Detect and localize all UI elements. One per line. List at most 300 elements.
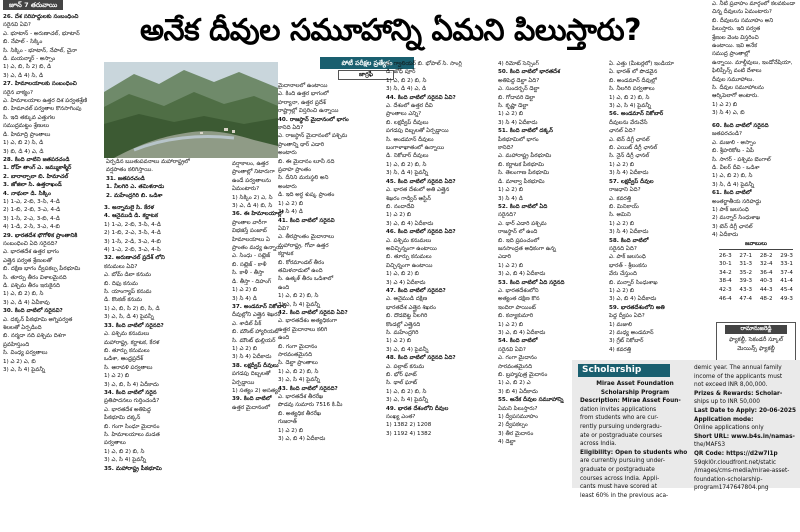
text-line: 3) ఎ, బి 4) ఏదీకాదు xyxy=(498,271,546,278)
text-line: 30. కింది వాటిలో సరైనవి? xyxy=(3,308,63,315)
text-line: రాజస్థాన్ లో ఉంది xyxy=(498,229,538,236)
text-line: 3) ఎ, సి, డి 4) పైవన్నీ xyxy=(104,314,154,321)
text-line: 3) ఎ, డి 4) ఏవీకావు xyxy=(3,299,50,306)
text-line: ఎ. సుందర్బన్ డెల్టా xyxy=(498,86,540,93)
author-line-1: ఫ్యాకల్టీ, సెకండరీ స్కూల్ xyxy=(729,337,783,343)
text-line: 27. హిమాలయాలకు సంబంధించి xyxy=(3,81,77,88)
text-line: 3) సి 4) డి xyxy=(498,195,523,202)
text-line: డి. మయన్మార్ - అస్సాం xyxy=(3,56,56,63)
text-line: 3) సి, డి 4) పైవన్నీ xyxy=(386,170,429,177)
text-line: 3) గ్రేట్ నికోబార్ xyxy=(609,338,644,345)
text-line: ఎ. గంగా మైదానం xyxy=(498,355,537,362)
answer-key-cell: 44-3 xyxy=(759,286,773,293)
text-line: ఏర్పడిన ఋతుపవనాలు మహారాష్ట్రలో xyxy=(106,159,190,165)
text-line: కానిది? xyxy=(498,145,514,152)
text-line: 43. కింది వాటిలో సరైనది? xyxy=(278,385,338,392)
text-line: వర్షపాతం కలిగిస్తాయి. xyxy=(106,167,154,174)
author-line-2: మెయిన్స్ ఫ్యాకల్టీ xyxy=(737,346,775,352)
text-line: ఏమంటారు? xyxy=(232,186,260,193)
text-line: డి. పశ్చిమ తీరం ఇరుకైనది xyxy=(3,283,61,289)
text-line: 60. కింది వాటిలో సరైనది xyxy=(712,123,769,129)
text-line: 44. కింది వాటిలో సరైనవి ఏవి? xyxy=(386,94,456,101)
text-line: బి. అండమాన్ దీవుల్లో xyxy=(609,77,657,84)
text-line: ఏ. భారత్ లో పొడవైన xyxy=(609,69,658,76)
answer-key xyxy=(719,240,793,303)
text-line: 3) ఎ, బి 4) పైవన్నీ xyxy=(386,346,429,353)
text-line: బి. హిమాచల్ పర్వతాల కొనసాగింపు xyxy=(3,106,82,113)
text-line: పెద్ద ద్వీపం ఏది? xyxy=(609,313,645,320)
text-line: 3) సి 4) ఏదీకాదు xyxy=(498,119,538,126)
text-line: 2) 1-బి, 2-బి, 3-ఎ, 4-డి xyxy=(3,207,61,214)
scholarship-left-text xyxy=(580,397,690,500)
text-line: 3) సి 4) ఏదీకాదు xyxy=(609,170,649,177)
text-line: ఎ. సింధు - సట్లెజ్ xyxy=(232,253,271,260)
text-line: 3) ఎ, బి 4) ఏదీకాదు xyxy=(278,436,326,443)
text-line: 1) ఎ 2) బి xyxy=(232,345,258,352)
text-line: సి. ఆరావళి పర్వతాలు xyxy=(104,364,153,371)
text-line: 36. ఈ హిమాలయాల్లో xyxy=(232,211,284,218)
text-line: ఎ. శాడిల్ పీక్ xyxy=(232,320,262,327)
text-line: Eligibility: Open to students who xyxy=(580,449,688,456)
text-line: శిఖరం గాడ్విన్ ఆస్టిన్ xyxy=(386,195,431,202)
answer-key-cell: 45-4 xyxy=(780,286,793,293)
text-line: 32. అరుణాచల్ ప్రదేశ్ లోని xyxy=(104,255,165,262)
text-line: బంగాళాఖాతంలో ఉన్నాయి xyxy=(386,145,445,152)
text-line: సి. సాగర్ - పశ్చిమ బెంగాల్ xyxy=(712,156,771,163)
text-line: సంబంధించి ఏది సరైనది? xyxy=(3,240,58,247)
text-line: 1) ఎ 2) బి xyxy=(712,101,738,108)
text-line: బి. శ్రీహరికోట - ఏపీ xyxy=(712,148,755,155)
text-line: సముద్రమట్టం శ్రేణులు xyxy=(3,123,50,130)
text-line: రాజధాని ఏది? xyxy=(609,187,641,194)
text-line: గుజరాత్ xyxy=(278,419,297,426)
text-line: విభజిస్తే పంజాబ్ xyxy=(232,228,267,235)
text-line: 4) 1-డి, 2-సి, 3-ఎ, 4-బి xyxy=(3,224,60,231)
text-line: 38. లక్షద్వీప్ దీవులు xyxy=(232,362,279,369)
text-line: ప్రాంతాల వారీగా xyxy=(232,219,267,226)
text-line: 3) 1-సి, 2-ఎ, 3-బి, 4-డి xyxy=(3,215,60,222)
text-line: కొండల్లో ఎత్తైనది xyxy=(386,321,421,328)
text-line: ఎ. ఆనైముడి దక్షిణ xyxy=(386,296,428,303)
scholarship-box xyxy=(572,360,800,499)
text-line: 4) 1-ఎ, 2-బి, 3-ఎ, 4-సి xyxy=(104,247,161,254)
text-line: 1) సిక్కిం 2) ఎ, సి xyxy=(232,194,273,201)
text-line: 48. కింది వాటిలో సరైనది ఏది? xyxy=(386,355,456,362)
text-line: 1) సత్యం 2) అసత్యం xyxy=(232,387,281,394)
text-line: 1) ఎ 2) బి xyxy=(609,220,635,227)
text-line: 51. కింది వాటిలో దక్కన్ xyxy=(498,128,553,135)
text-line: సి. అమిని xyxy=(609,212,631,219)
column-7b xyxy=(712,122,800,240)
text-line: 4) రిమోట్ సెన్సింగ్ xyxy=(498,61,539,67)
text-line: డి. ఇది అర్ధ శుష్క ప్రాంతం xyxy=(278,192,335,199)
text-line: 3) బి 4) ఏదీకాదు xyxy=(498,388,538,395)
text-line: చిన్న దీవులను ఏమంటారు? xyxy=(712,9,772,16)
text-line: దీవుల్లోని ఎత్తైన శిఖరం xyxy=(232,312,281,319)
text-line: సముద్ర ప్రాంతాల్లో xyxy=(712,51,750,58)
text-line: 2) మన్నార్ సింధుశాఖ xyxy=(712,215,761,222)
text-line: ఏవి? xyxy=(278,225,289,232)
text-line: పగడపు దిబ్బలతో xyxy=(232,371,271,378)
text-line: పీఠభూమి దక్కన్ xyxy=(104,415,141,422)
text-line: 56. అండమాన్ నికోబార్ xyxy=(609,111,664,118)
text-line: 31. జతపరచండి xyxy=(106,175,145,182)
scholarship-heading: Scholarship xyxy=(578,364,670,377)
text-line: వేరు చేస్తుంది xyxy=(609,271,637,278)
text-line: 1) ఎ, బి, సి 2) బి, సి, డి xyxy=(104,305,160,312)
text-line: 1) ఎ 2) బి xyxy=(104,373,130,380)
text-line: not exceed INR 8,00,000. xyxy=(694,382,768,389)
text-line: బి. అత్యధిక తీరరేఖ xyxy=(278,410,322,417)
text-line: బి. ఎయిట్ డిగ్రీ ఛానల్ xyxy=(609,145,658,152)
text-line: rently pursuing undergradu- xyxy=(580,423,662,430)
text-line: 1) ఎ, బి 2) బి, సి xyxy=(712,173,753,180)
text-line: 3) టెన్ డిగ్రీ ఛానల్ xyxy=(712,223,753,230)
answer-key-cell: 29-3 xyxy=(780,252,793,259)
text-line: 1) 1-ఎ, 2-బి, 3-సి, 4-డి xyxy=(3,198,60,205)
text-line: the/MAFS3 xyxy=(694,442,726,449)
answer-key-rows xyxy=(719,252,793,304)
text-line: సి. నీలగిరి పర్వతాలు xyxy=(609,86,655,93)
text-line: సి. కృష్ణా డెల్టా xyxy=(498,103,529,110)
text-line: 55. అనేక దీవుల సమూహాన్ని xyxy=(498,397,564,404)
text-line: 59. భారతదేశంలోని అతి xyxy=(609,304,665,311)
text-line: సి. దీవుల సమూహాలను xyxy=(712,85,764,92)
text-line: 1) ఎ, బి, సి 2) బి, డి xyxy=(3,64,52,71)
text-line: 1. నీలగిరి ఎ. తమిళనాడు xyxy=(106,184,165,191)
text-line: 53. కింది వాటిలో ఏది సరైనది xyxy=(498,279,565,286)
text-line: are currently pursuing under- xyxy=(580,458,665,465)
text-line: 3) బి, డి 4) ఎ, డి xyxy=(3,148,44,155)
text-line: సారవంతమైనది xyxy=(278,352,313,358)
text-line: 3) సి 4) డి xyxy=(232,295,257,302)
answer-key-row xyxy=(719,286,793,295)
text-line: 37. అండమాన్ నికోబార్ xyxy=(232,303,287,310)
text-line: 1) ఎ, బి 2) బి, సి xyxy=(3,291,44,298)
text-line: ఎ. దక్కన్ పీఠభూమి అగ్నిపర్వత xyxy=(3,316,73,323)
text-line: 3) ఎ, బి 4) ఏదీకాదు xyxy=(498,330,546,336)
text-line: 3) ఎ, డి 4) సి, డి xyxy=(3,72,44,79)
text-line: 61. కింది వాటిలో xyxy=(712,190,752,197)
text-line: కనుమలు ఏవి? xyxy=(104,263,138,270)
text-line: 3) 1-సి, 2-డి, 3-ఎ, 4-బి xyxy=(104,238,161,245)
text-line: 3) ఎ, బి 4) ఏదీకాదు xyxy=(386,220,434,227)
text-line: 3) ఎ, సి 4) పైవన్నీ xyxy=(278,301,321,308)
answer-key-cell: 43-3 xyxy=(739,286,753,293)
text-line: 3) ఎ 4) ఏదీకాదు xyxy=(386,279,426,286)
text-line: సి. నైన్ డిగ్రీ ఛానల్ xyxy=(609,153,650,160)
text-line: 3) ఎ, సి 4) పైవన్నీ xyxy=(278,377,321,384)
text-line: బి. కన్యాకుమారి xyxy=(498,313,534,320)
column-3 xyxy=(278,82,382,488)
text-line: సి. వింధ్య పర్వతాలు xyxy=(3,350,48,357)
text-line: 4) కవరత్తి xyxy=(609,346,632,353)
text-line: ప్రాంతాన్ని థార్ ఎడారి xyxy=(278,141,325,148)
text-line: ఉంది xyxy=(278,284,290,291)
text-line: సి. తెలంగాణ పీఠభూమి xyxy=(498,170,550,177)
text-line: ఉన్నాయి. మాల్దీవులు, ఇండోనేషియా, xyxy=(712,59,793,66)
text-line: బి. మౌంట్ హ్యారియట్ xyxy=(232,329,279,336)
text-line: రాష్ట్రాల్లో విస్తరించి ఉన్నాయి xyxy=(278,108,339,115)
answer-key-cell: 37-4 xyxy=(780,269,793,276)
text-line: సరైనవి ఏవి? xyxy=(3,22,31,29)
text-line: graduate or postgraduate xyxy=(580,466,655,473)
author-box xyxy=(716,322,796,362)
text-line: డి. జోధ్ పూర్ xyxy=(386,69,416,76)
answer-key-cell: 26-3 xyxy=(719,252,732,259)
text-line: 1) ఎ 2) ఎ, బి xyxy=(3,358,36,365)
text-line: 34. కింది వాటిలో సరైన xyxy=(104,389,157,396)
text-line: బి. దిఫు కనుమ xyxy=(104,280,138,287)
scholarship-title-1: Mirae Asset Foundation xyxy=(596,381,674,387)
text-line: సి. తూర్పు తీరం విశాలమైనది xyxy=(3,274,67,281)
answer-key-row xyxy=(719,277,793,286)
text-line: బి. నేపాల్ - సిక్కిం xyxy=(3,39,43,46)
text-line: program1747647804.png xyxy=(694,485,769,492)
text-line: ఇందిరా పాయింట్ xyxy=(498,304,536,311)
text-line: సరైనవి ఏవి? xyxy=(498,346,526,353)
text-line: 4. ఆనైముడి డి. కర్ణాటక xyxy=(104,213,158,220)
text-line: ships up to INR 50,000 xyxy=(694,399,760,406)
text-line: 1) మజులి xyxy=(609,321,632,328)
text-line: ఛానల్ ఏది? xyxy=(609,128,636,135)
scholarship-right xyxy=(694,364,798,493)
text-line: 45. కింది వాటిలో సరైనది ఏది? xyxy=(386,178,456,185)
text-line: ఎ. బోమ్ డిలా కనుమ xyxy=(104,272,152,279)
text-line: అంతర్జాతీయ సరిహద్దు xyxy=(712,198,762,205)
text-line: బి. ఇది ప్రపంచంలో xyxy=(498,237,540,244)
text-line: ఎ. రాజస్థాన్ మైదానంలో పశ్చిమ xyxy=(278,133,348,140)
text-line: సరైనది? xyxy=(498,212,517,219)
text-line: /images/cms-media/mirae-asset- xyxy=(694,468,790,475)
text-line: బి. నందాదేవి xyxy=(386,203,415,210)
text-line: ఎ. థార్ ఎడారి పశ్చిమ xyxy=(498,220,547,227)
text-line: డి. తీస్తా - దిహంగ్ xyxy=(232,278,272,285)
text-line: 1) ఎ 2) బి xyxy=(498,262,524,269)
text-line: ఉత్తర మైదానాలు కలిగి xyxy=(278,326,328,333)
text-line: డి. కొంకణ్ కనుమ xyxy=(104,297,143,304)
text-line: 1) ఎ 2) బి xyxy=(498,187,524,194)
text-line: QR Code: https://d2w7l1p xyxy=(694,450,778,457)
text-line: 1) పాక్ జలసంధి xyxy=(712,207,749,214)
text-line: 46. కింది వాటిలో సరైనది ఏది? xyxy=(386,229,456,236)
text-line: 1) ఎ, బి 2) బి, సి xyxy=(609,94,650,101)
text-line: 4) డెల్టా xyxy=(498,439,516,446)
text-line: ఎ. మహారాష్ట్ర పీఠభూమి xyxy=(498,153,552,160)
text-line: సి. డెల్టా ప్రాంతాలు xyxy=(278,360,318,367)
answer-key-cell: 48-2 xyxy=(759,295,773,302)
text-line: 3) సి 4) ఏదీకాదు xyxy=(232,354,272,361)
text-line: 28. కింది వాటిని జతపరచండి xyxy=(3,156,70,163)
text-line: సరైనది ఏది? xyxy=(609,245,637,252)
text-line: foundation-scholarship- xyxy=(694,476,763,483)
text-line: ప్రాంతాల్లో నిటారుగా xyxy=(232,169,275,176)
text-line: demic year. The annual family xyxy=(694,365,782,371)
text-line: దీవులను వేరుచేసే xyxy=(609,119,648,126)
text-line: సి. థాల్ ఘాట్ xyxy=(386,380,418,387)
text-line: 3) తీర మైదానం xyxy=(498,430,534,437)
text-line: డి. మాల్వా పీఠభూమి xyxy=(498,178,545,185)
text-line: 1) ఎ, బి 2) బి, సి xyxy=(386,161,427,168)
scholarship-left xyxy=(580,380,690,500)
text-line: 1) ఎ 2) బి xyxy=(609,161,635,168)
text-line: 3) సి 4) డి xyxy=(278,209,303,216)
text-line: ఎ. దేశంలో ఉత్తర దీవి xyxy=(386,103,433,110)
text-line: ఎ. భారతదేశ అతిపెద్ద xyxy=(104,406,151,413)
text-line: 3) ఎ, సి 4) పైవన్నీ xyxy=(3,367,46,374)
text-line: అంటారు xyxy=(278,183,297,190)
text-line: బి. ఈ మైదానం లూనీ నది xyxy=(278,158,335,165)
text-line: సి. దీనిని మరుస్థలి అని xyxy=(278,175,329,182)
text-line: బి. కర్ణాటక పీఠభూమి xyxy=(498,161,545,168)
answer-key-cell: 39-3 xyxy=(739,278,753,285)
text-line: ఎ. గ్వాలియర్ బి. భోపాల్ సి. సాంగ్లి xyxy=(386,61,462,67)
text-line: 1) ఎ 2) బి xyxy=(498,111,524,118)
text-line: 58. కింది వాటిలో xyxy=(609,237,649,244)
text-line: 29. భారతదేశ భౌగోళిక ప్రాంతానికి xyxy=(3,232,78,239)
answer-key-cell: 36-4 xyxy=(759,269,773,276)
text-line: 1) ఎ, బి 2) సి, డి xyxy=(3,140,44,147)
text-line: మహారాష్ట్ర, గోవా ఉత్తర xyxy=(278,242,329,249)
text-line: అవిచ్ఛిన్నంగా ఉంటాయి xyxy=(386,245,437,252)
landscape-image xyxy=(104,62,278,158)
column-4 xyxy=(386,60,496,488)
text-line: భారత్ - శ్రీలంకను xyxy=(609,262,647,269)
answer-key-title: జవాబులు xyxy=(719,240,793,250)
continuation-tag: జూన్ 7 తరువాయి xyxy=(3,0,63,10)
text-line: కానిది ఏది? xyxy=(278,125,304,132)
text-line: Last Date to Apply: 20-06-2025 xyxy=(694,407,797,414)
text-line: బి. సట్లెజ్ - కాళీ xyxy=(232,261,267,268)
text-line: పీఠభూమిలో భాగం xyxy=(498,136,539,143)
text-line: 47. కింది వాటిలో సరైనది? xyxy=(386,287,446,294)
text-line: బి. దీవులను సమూహం అని xyxy=(712,17,774,24)
text-line: 1) 1-ఎ, 2-బి, 3-సి, 4-డి xyxy=(104,221,161,228)
text-line: 3) ఎ, బి 4) ఏదీకాదు xyxy=(609,296,657,303)
text-line: 3) ఎ, సి 4) పైవన్నీ xyxy=(104,457,147,464)
answer-key-cell: 47-4 xyxy=(739,295,753,302)
text-line: జనసాంద్రత అధికంగా ఉన్న xyxy=(498,245,556,252)
answer-key-cell: 40-3 xyxy=(759,278,773,285)
column-2 xyxy=(104,204,224,532)
text-line: బి. దక్షిణ భాగం ద్వీపకల్ప పీఠభూమి xyxy=(3,266,81,273)
text-line: అత్యంత దక్షిణ కొన xyxy=(498,296,540,303)
text-line: తమిళనాడులో ఉంది xyxy=(278,267,323,274)
page-headline: అనేక దీవుల సమూహాన్ని ఏమని పిలుస్తారు? xyxy=(139,13,642,48)
text-line: ఎ. కవరత్తి xyxy=(609,195,632,202)
text-line: ఎ. హిమాలయాల ఉత్తర దిశ పర్వతశ్రేణి xyxy=(3,98,88,105)
column-1 xyxy=(3,13,103,488)
text-line: 1) ఎ 2) బి xyxy=(278,427,304,434)
text-line: 2. మహేంద్రగిరి బి. ఒడిశా xyxy=(106,192,163,199)
text-line: 4. నాథులా డి. సిక్కిం xyxy=(3,190,51,197)
text-line: dation invites applications xyxy=(580,406,657,413)
text-line: డి. వీలర్ దీవి - ఒడిశా xyxy=(712,165,760,172)
text-line: సి. అండమాన్ దీవులు xyxy=(386,136,434,143)
text-line: 3) సి 4) ఏదీకాదు xyxy=(609,229,649,236)
text-line: 3) ఎ, సి 4) పైవన్నీ xyxy=(609,103,652,110)
text-line: 1) ఎ 2) బి xyxy=(232,287,258,294)
text-line: ఎ. భారతదేశం అత్యధికంగా xyxy=(278,318,338,325)
text-line: ఉత్తర మైదానంలో xyxy=(232,404,270,411)
text-line: ఫిలిప్పీన్స్ వంటి దేశాలు xyxy=(712,68,762,75)
text-line: 54. కింది వాటిలో xyxy=(498,338,538,345)
text-line: ఎ. భారతదేశ ఉత్తర భాగం xyxy=(3,249,60,256)
text-line: డి. హిమాద్రి ప్రాంతాలు xyxy=(3,131,51,138)
text-line: ఎ. భూటాన్ - అరుణాచల్, భూటాన్ xyxy=(3,30,80,37)
text-line: బి. గంగా సింధూ మైదానం xyxy=(104,423,160,430)
text-line: సరైన వాక్యం? xyxy=(3,89,33,96)
column-6 xyxy=(609,60,707,360)
text-line: ఉండే పర్వతాలను xyxy=(232,177,272,184)
text-line: least 60% in the previous aca- xyxy=(580,492,669,499)
text-line: Short URL: www.b4s.in/namas- xyxy=(694,433,795,440)
text-line: బి. గోదావరి డెల్టా xyxy=(498,94,536,101)
text-line: 1) ఎ, బి 2) ఎ xyxy=(498,380,531,387)
answer-key-row xyxy=(719,252,793,261)
answer-key-cell: 28-2 xyxy=(759,252,773,259)
text-line: మైదానాలలో ఉంటాయి xyxy=(278,83,328,89)
answer-key-cell: 46-4 xyxy=(719,295,732,302)
text-line: జతపరచండి? xyxy=(712,131,742,138)
answer-key-cell: 33-1 xyxy=(780,261,793,268)
text-line: సి. ఇది తక్కువ ఎత్తుగల xyxy=(3,114,56,121)
text-line: పర్వతాలు xyxy=(104,440,126,447)
text-line: 3. జోజిలా సి. ఉత్తరాఖండ్ xyxy=(3,182,62,189)
text-line: 33. కింది వాటిలో సరైనది? xyxy=(104,322,164,329)
section-banner: పోటీ పరీక్షల ప్రత్యేకం xyxy=(320,57,414,69)
answer-key-cell: 27-1 xyxy=(739,252,753,259)
text-line: హిమాలయాలు ఏ xyxy=(232,236,270,243)
text-line: దీవుల సమూహాలు. xyxy=(712,76,755,83)
text-line: Application mode: xyxy=(694,416,754,423)
text-line: ప్రవాహ ప్రాంతం xyxy=(278,167,311,174)
text-line: 1) ద్వీపసమూహం xyxy=(498,414,538,421)
answer-key-row xyxy=(719,295,793,304)
text-line: ఎ. భారతదేశ తీరరేఖ xyxy=(278,394,324,401)
text-line: 26. దేశ సరిహద్దులకు సంబంధించి xyxy=(3,14,79,20)
text-line: 1) ఎ, బి 2) బి, సి xyxy=(278,293,319,300)
text-line: ఎ. భారతదేశంలోని xyxy=(498,287,539,294)
text-line: Description: Mirae Asset Foun- xyxy=(580,398,681,405)
text-line: 40. రాజస్థాన్ మైదానంలో భాగం xyxy=(278,116,349,123)
text-line: 1) ఎ, బి 2) బి, సి xyxy=(104,448,145,455)
text-line: పొడవు సుమారు 7516 కి.మీ xyxy=(278,402,343,409)
text-line: బి. మన్నార్ సింధుశాఖ xyxy=(609,279,658,286)
subject-box: జాగ్రఫీ xyxy=(338,70,394,80)
text-line: సి. ఉత్కళ్ తీరం ఒడిశాలో xyxy=(278,276,334,283)
text-line: across India. xyxy=(580,441,617,448)
text-line: ఎ. భారత దేశంలో అతి ఎత్తైన xyxy=(386,187,450,194)
text-line: 1) ఎ, బి 2) బి, సి xyxy=(386,388,427,395)
text-line: సంఖ్య ఎంత? xyxy=(386,414,416,421)
text-line: 49. భారత దేశంలోని దీవుల xyxy=(386,405,449,412)
text-line: భారతదేశ ఎత్తైన శిఖరం xyxy=(386,304,436,311)
mountain-photo xyxy=(104,62,278,158)
text-line: ఎత్తైన పర్వత శ్రేణులతో xyxy=(3,257,53,264)
text-line: 1) ఎ 2) బి xyxy=(386,338,412,345)
text-line: ఏర్పడ్డాయి xyxy=(232,379,255,386)
text-line: బి. దొడబెట్ట నీలగిరి xyxy=(386,313,428,320)
text-line: 1) ఎ, బి 2) బి, సి xyxy=(386,77,427,84)
text-line: బి. కోరమాండల్ తీరం xyxy=(278,259,325,266)
text-line: సి. మౌంట్ థుల్లియర్ xyxy=(232,337,276,344)
text-line: 2) ద్వీపకల్పం xyxy=(498,422,528,429)
text-line: 41. కింది వాటిలో సరైనవి xyxy=(278,217,335,224)
answer-key-cell: 31-3 xyxy=(739,261,753,268)
text-line: 1. రోహ్ తాంగ్ ఎ. జమ్ముకాశ్మీర్ xyxy=(3,165,72,172)
text-line: 2) 1-బి, 2-ఎ, 3-సి, 4-డి xyxy=(104,230,161,237)
